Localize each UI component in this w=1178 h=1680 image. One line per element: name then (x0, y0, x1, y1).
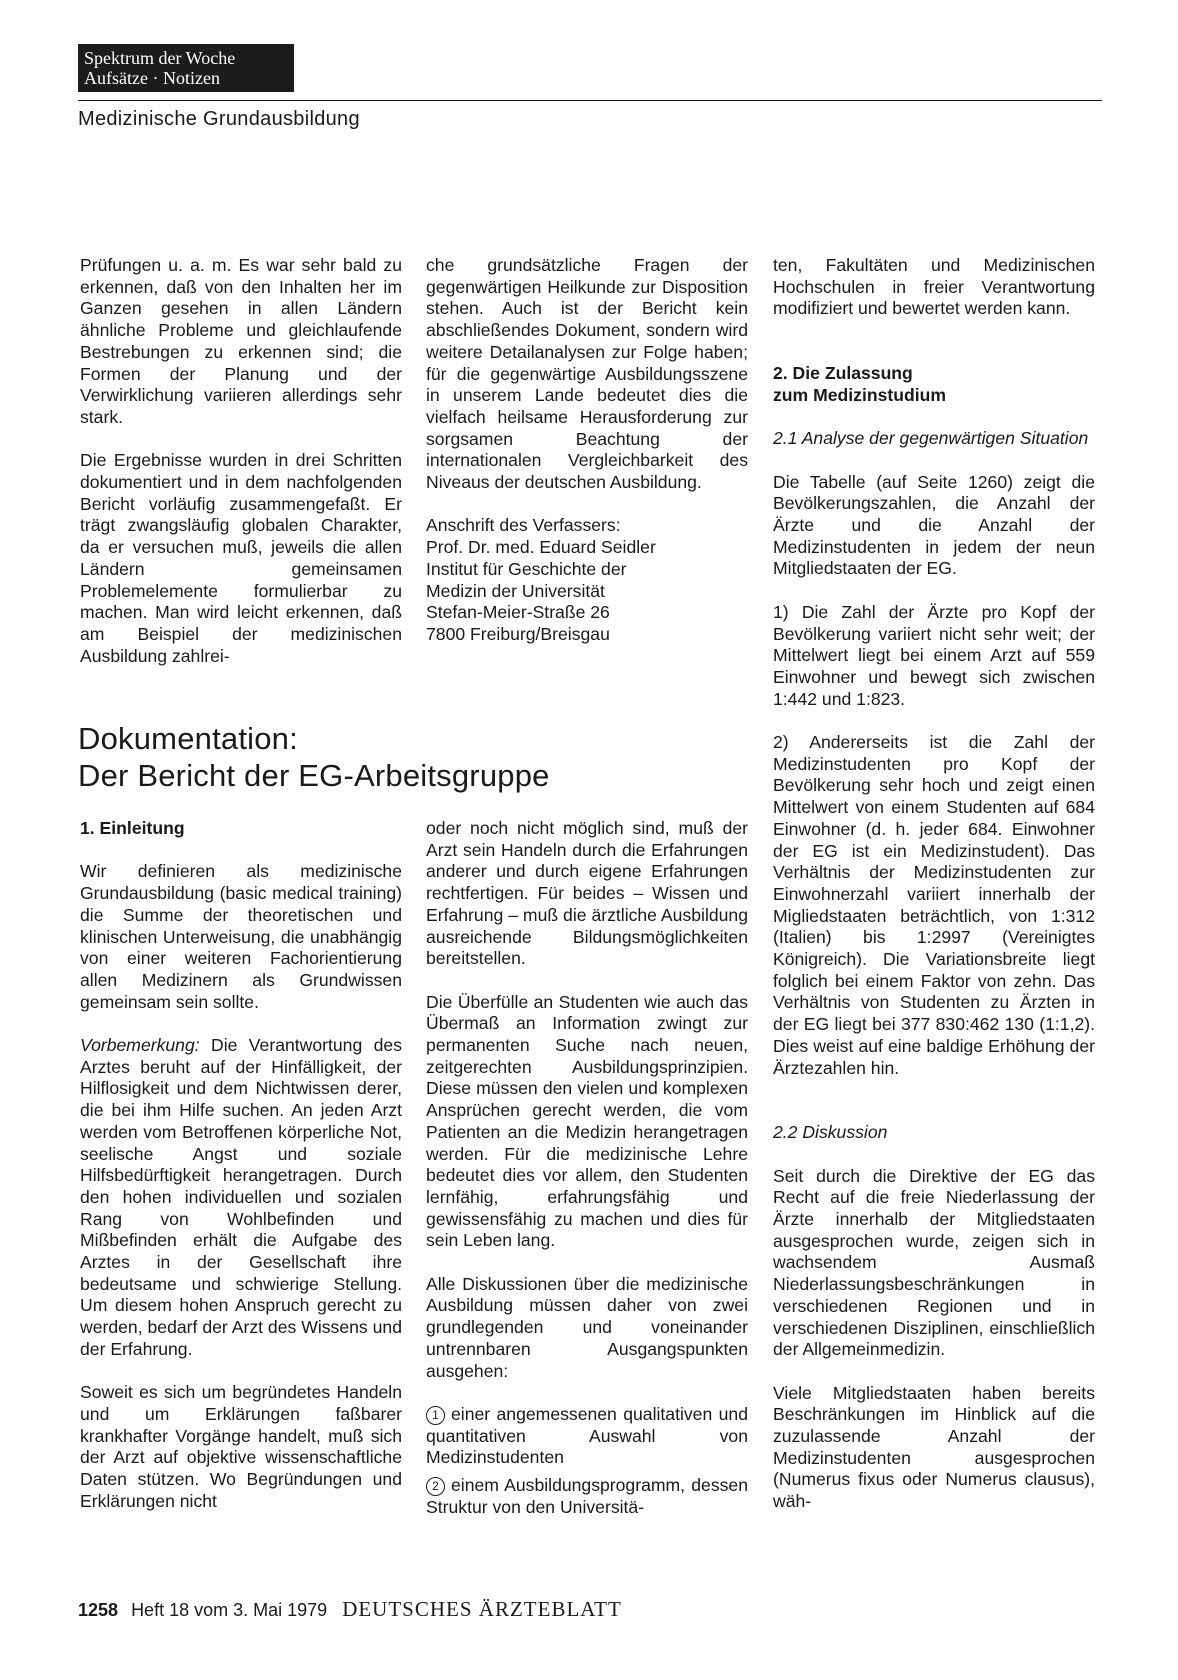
publication-name: DEUTSCHES ÄRZTEBLATT (342, 1597, 622, 1621)
list-item (426, 1404, 748, 1469)
issue-info: Heft 18 vom 3. Mai 1979 (131, 1600, 328, 1620)
paragraph: Die Tabelle (auf Seite 1260) zeigt die Bevölkerungszahlen, die Anzahl der Ärzte und die Anzahl der Medizinstudenten in jedem der neun Mitgliedstaaten der EG. (773, 471, 1095, 579)
rubric-box (78, 44, 294, 92)
article-title (78, 720, 550, 794)
article-column-2 (426, 818, 748, 1518)
top-column-1 (80, 255, 402, 667)
paragraph: 1) Die Zahl der Ärzte pro Kopf der Bevölkerung variiert nicht sehr weit; der Mittelwert liegt bei einem Arzt auf 559 Einwohner und bewegt sich zwischen 1:442 und 1:823. (773, 601, 1095, 709)
paragraph: 2) Andererseits ist die Zahl der Medizinstudenten pro Kopf der Bevölkerung sehr hoch und zeigt einen Mittelwert von einem Studenten auf 684 Einwohner (d. h. jeder 684. Einwohner der EG ist ein Medizinstudent). Das Verhältnis der Medizinstudenten zur Einwohnerzahl variiert innerhalb der Migliedstaaten beträchtlich, von 1:312 (Italien) bis 1:2997 (Vereinigtes Königreich). Die Variationsbreite liegt folglich bei einem Faktor von zehn. Das Verhältnis von Studenten zu Ärzten in der EG liegt bei 377 830:462 130 (1:1,2). Dies weist auf eine baldige Erhöhung der Ärztezahlen hin. (773, 732, 1095, 1078)
paragraph: Die Ergebnisse wurden in drei Schritten dokumentiert und in dem nachfolgenden Bericht vorläufig zusammengefaßt. Er trägt zwangsläufig globalen Charakter, da er versuchen muß, jeweils die allen Ländern gemeinsamen Problemelemente formulierbar zu machen. Man wird leicht erkennen, daß am Beispiel der medizinischen Ausbildung zahlrei- (80, 450, 402, 666)
page-number: 1258 (78, 1600, 119, 1620)
article-title-line1: Dokumentation: (78, 721, 298, 756)
subheading-line: zum Medizinstudium (773, 384, 946, 405)
vorbemerkung-label: Vorbemerkung: (80, 1035, 200, 1055)
list-item-text: einer angemessenen qualitativen und quantitativen Auswahl von Medizinstudenten (426, 1403, 748, 1468)
paragraph: Viele Mitgliedstaaten haben bereits Beschränkungen im Hinblick auf die zuzulassende Anzahl der Medizinstudenten ausgesprochen (Numerus fixus oder Numerus clausus), wäh- (773, 1382, 1095, 1512)
section-title: Medizinische Grundausbildung (78, 108, 360, 130)
paragraph: che grundsätzliche Fragen der gegenwärtigen Heilkunde zur Disposition stehen. Auch ist der Bericht kein abschließendes Dokument, sondern wird weitere Detailanalysen zur Folge haben; für die gegenwärtige Ausbildungsszene in unserem Lande bedeutet dies die vielfach heilsame Herausforderung zur sorgsamen Beachtung der internationalen Vergleichbarkeit des Niveaus der deutschen Ausbildung. (426, 255, 748, 493)
subheading-diskussion: 2.2 Diskussion (773, 1122, 888, 1143)
right-column (773, 255, 1095, 1513)
paragraph: Die Überfülle an Studenten wie auch das Übermaß an Information zwingt zur permanenten Suche nach neuen, zeitgerechten Ausbildungsprinzipien. Diese müssen den vielen und komplexen Ansprüchen gerecht werden, die vom Patienten an die Medizin herangetragen werden. Für die medizinische Lehre bedeutet dies vor allem, den Studenten lernfähig, erfahrungsfähig und gewissensfähig zu machen und dies für sein Leben lang. (426, 991, 748, 1251)
address-line: Stefan-Meier-Straße 26 (426, 602, 610, 623)
address-line: 7800 Freiburg/Breisgau (426, 623, 610, 644)
header-rule (78, 100, 1102, 101)
circled-number: 2 (426, 1477, 445, 1496)
paragraph: Soweit es sich um begründetes Handeln und um Erklärungen faßbarer krankhafter Vorgänge handelt, muß sich der Arzt auf objektive wissenschaftliche Daten stützen. Wo Begründungen und Erklärungen nicht (80, 1382, 402, 1511)
subheading-analyse: 2.1 Analyse der gegenwärtigen Situation (773, 428, 1089, 449)
subheading-einleitung: 1. Einleitung (80, 818, 185, 838)
address-line: Medizin der Universität (426, 580, 605, 601)
top-column-2 (426, 255, 748, 646)
paragraph: Wir definieren als medizinische Grundausbildung (basic medical training) die Summe der theoretischen und klinischen Unterweisung, die unabhängig von einer weiteren Fachorientierung allen Medizinern als Grundwissen gemeinsam sein sollte. (80, 861, 402, 1012)
paragraph: Seit durch die Direktive der EG das Recht auf die freie Niederlassung der Ärzte innerhalb der Mitgliedstaaten ausgesprochen wurde, zeigen sich in wachsendem Ausmaß Niederlassungsbeschränkungen in verschiedenen Regionen und in verschiedenen Disziplinen, einschließlich der Allgemeinmedizin. (773, 1165, 1095, 1360)
subheading-zulassung (773, 363, 1095, 406)
article-column-1 (80, 818, 402, 1512)
paragraph-vorbemerkung (80, 1035, 402, 1361)
circled-number: 1 (426, 1406, 445, 1425)
subheading-line: 2. Die Zulassung (773, 363, 913, 384)
paragraph: Prüfungen u. a. m. Es war sehr bald zu erkennen, daß von den Inhalten her im Ganzen gesehen in allen Ländern ähnliche Probleme und gleichlaufende Bestrebungen zu erkennen sind; die Formen der Planung und der Verwirklichung variieren allerdings sehr stark. (80, 255, 402, 427)
paragraph: oder noch nicht möglich sind, muß der Arzt sein Handeln durch die Erfahrungen anderer und durch eigene Erfahrungen rechtfertigen. Für beides – Wissen und Erfahrung – muß die ärztliche Ausbildung ausreichende Bildungsmöglichkeiten bereitstellen. (426, 818, 748, 969)
address-line: Institut für Geschichte der (426, 558, 627, 579)
rubric-line2: Aufsätze · Notizen (84, 68, 220, 88)
list-item-text: einem Ausbildungsprogramm, dessen Struktur von den Universitä- (426, 1475, 748, 1517)
list-item (426, 1475, 748, 1518)
page-footer (78, 1597, 622, 1622)
address-line: Prof. Dr. med. Eduard Seidler (426, 537, 656, 558)
article-title-line2: Der Bericht der EG-Arbeitsgruppe (78, 758, 550, 793)
paragraph: ten, Fakultäten und Medizinischen Hochschulen in freier Verantwortung modifiziert und bewertet werden kann. (773, 255, 1095, 319)
rubric-line1: Spektrum der Woche (84, 48, 236, 68)
address-line: Anschrift des Verfassers: (426, 515, 621, 536)
paragraph: Alle Diskussionen über die medizinische Ausbildung müssen daher von zwei grundlegenden und voneinander untrennbaren Ausgangspunkten ausgehen: (426, 1273, 748, 1381)
vorbemerkung-text: Die Verantwortung des Arztes beruht auf der Hinfälligkeit, der Hilflosigkeit und dem Nichtwissen derer, die bei ihm Hilfe suchen. An jeden Arzt werden vom Betroffenen körperliche Not, seelische Angst und soziale Hilfsbedürftigkeit herangetragen. Durch den hohen individuellen und sozialen Rang von Wohlbefinden und Mißbefinden erhält die Aufgabe des Arztes in der Gesellschaft ihre bedeutsame und schwierige Stellung. Um diesem hohen Anspruch gerecht zu werden, bedarf der Arzt des Wissens und der Erfahrung. (80, 1035, 402, 1359)
